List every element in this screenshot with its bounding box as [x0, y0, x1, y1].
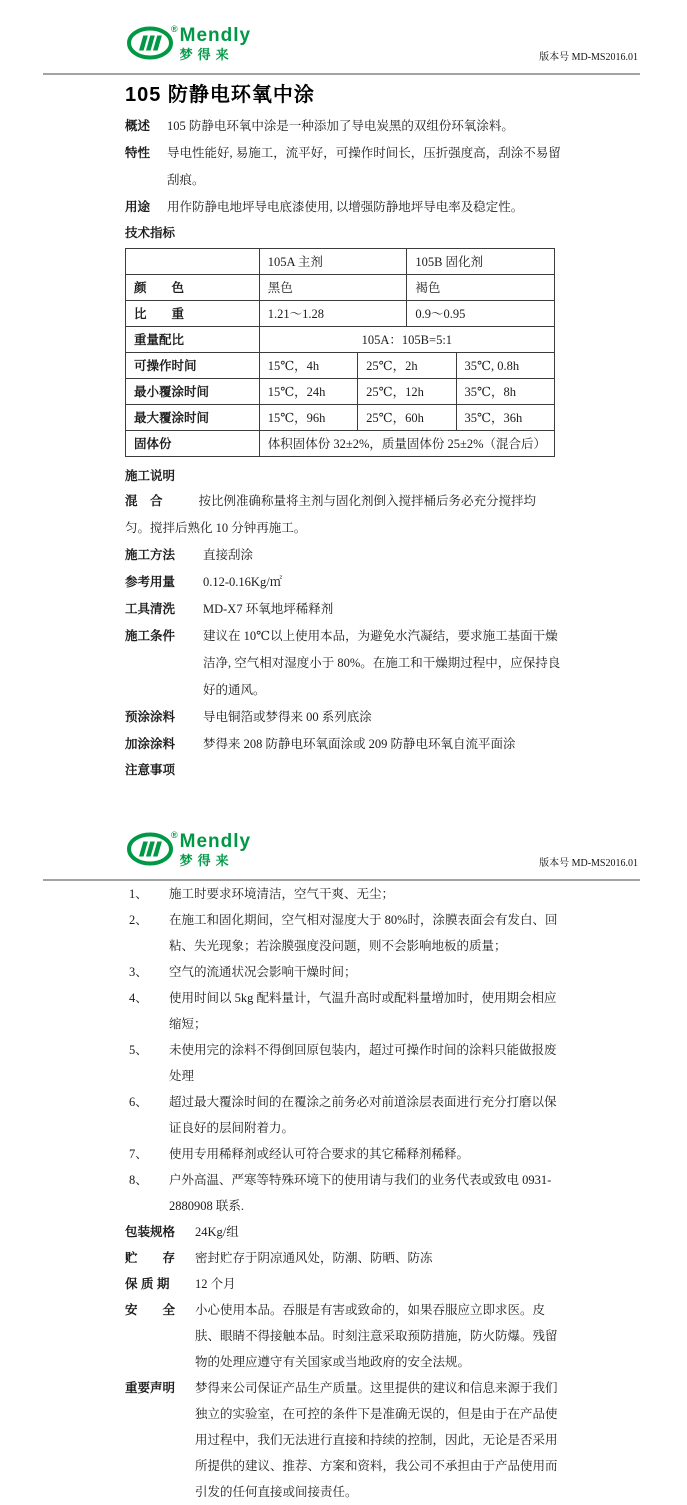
table-cell: 105A 主剂 [259, 249, 407, 275]
brand-name: Mendly [179, 831, 252, 852]
brand-text [180, 832, 251, 867]
note-item [125, 1167, 563, 1219]
table-cell: 105A：105B=5:1 [259, 327, 554, 353]
page1-content [125, 83, 561, 782]
table-cell: 比 重 [126, 301, 260, 327]
table-row [126, 249, 555, 275]
row-label: 概述 [125, 119, 151, 133]
table-cell: 1.21～1.28 [259, 301, 407, 327]
construction-heading: 施工说明 [125, 469, 176, 483]
precoat-row [125, 704, 561, 731]
brand-name-cn: 梦得来 [179, 47, 234, 62]
page-header [0, 806, 687, 879]
row-label: 特性 [125, 146, 151, 160]
table-cell: 重量配比 [126, 327, 260, 353]
spec-label: 安 全 [125, 1303, 176, 1317]
note-text: 在施工和固化期间，空气相对湿度大于 80%时，涂膜表面会有发白、回粘、失光现象；若涂膜强度没问题，则不会影响地板的质量； [169, 913, 558, 953]
note-item [125, 1037, 563, 1089]
notes-heading: 注意事项 [125, 763, 176, 777]
table-row [126, 353, 555, 379]
spec-label: 保 质 期 [125, 1277, 170, 1291]
table-cell: 35℃，8h [456, 379, 554, 405]
registered-mark: ® [171, 24, 178, 34]
note-text: 施工时要求环境清洁，空气干爽、无尘； [169, 887, 395, 901]
brand-logo [127, 832, 251, 867]
note-number: 5、 [129, 1043, 148, 1057]
note-number: 1、 [129, 887, 148, 901]
table-cell: 25℃，60h [358, 405, 456, 431]
table-row [126, 379, 555, 405]
row-label: 加涂涂料 [125, 737, 176, 751]
method-row [125, 542, 561, 569]
table-cell: 35℃, 0.8h [456, 353, 554, 379]
brand-logo [127, 26, 251, 61]
table-cell: 最小覆涂时间 [126, 379, 260, 405]
version-label: 版本号 MD-MS2016.01 [539, 52, 638, 63]
row-text: 导电性能好, 易施工，流平好，可操作时间长，压折强度高，刮涂不易留刮痕。 [167, 146, 561, 187]
row-text: 按比例准确称量将主剂与固化剂倒入搅拌桶后务必充分搅拌均匀。搅拌后熟化 10 分钟再施工。 [125, 494, 537, 535]
spec-text: 梦得来公司保证产品生产质量。这里提供的建议和信息来源于我们独立的实验室，在可控的条件下是准确无误的，但是由于在产品使用过程中，我们无法进行直接和持续的控制，因此，无论是否采用所提供的建议、推荐、方案和资料，我公司不承担由于产品使用而引发的任何直接或间接责任。 [195, 1381, 558, 1499]
table-cell: 体积固体份 32±2%，质量固体份 25±2%（混合后） [259, 431, 554, 457]
note-number: 8、 [129, 1173, 148, 1187]
topcoat-row [125, 731, 561, 758]
conditions-row [125, 623, 561, 704]
note-item [125, 959, 563, 985]
spec-text: 密封贮存于阴凉通风处，防潮、防晒、防冻 [195, 1251, 433, 1265]
tech-table [125, 248, 555, 457]
note-text: 户外高温、严寒等特殊环境下的使用请与我们的业务代表或致电 0931-2880908 联系. [169, 1173, 552, 1213]
table-cell [126, 249, 260, 275]
table-cell: 105B 固化剂 [407, 249, 555, 275]
usage-row [125, 194, 561, 221]
table-row [126, 405, 555, 431]
table-cell: 颜 色 [126, 275, 260, 301]
table-cell: 15℃，4h [259, 353, 357, 379]
safety-row [125, 1297, 563, 1375]
note-number: 7、 [129, 1147, 148, 1161]
storage-row [125, 1245, 563, 1271]
overview-row [125, 113, 561, 140]
brand-text [180, 26, 251, 61]
table-row [126, 327, 555, 353]
page-2 [0, 806, 687, 1505]
table-row [126, 275, 555, 301]
note-item [125, 1141, 563, 1167]
row-text: 直接刮涂 [203, 548, 254, 562]
tech-heading: 技术指标 [125, 226, 176, 240]
row-label: 工具清洗 [125, 602, 176, 616]
spec-text: 12 个月 [195, 1277, 236, 1291]
row-text: 梦得来 208 防静电环氧面涂或 209 防静电环氧自流平面涂 [203, 737, 516, 751]
spec-label: 包装规格 [125, 1225, 176, 1239]
table-cell: 0.9～0.95 [407, 301, 555, 327]
spec-text: 小心使用本品。吞服是有害或致命的，如果吞服应立即求医。皮肤、眼睛不得接触本品。时刻注意采取预防措施，防火防爆。残留物的处理应遵守有关国家或当地政府的安全法规。 [195, 1303, 558, 1369]
mendly-logo-icon [127, 832, 175, 866]
table-cell: 25℃，2h [358, 353, 456, 379]
note-number: 2、 [129, 913, 148, 927]
row-label: 预涂涂料 [125, 710, 176, 724]
shelf-life-row [125, 1271, 563, 1297]
note-number: 4、 [129, 991, 148, 1005]
table-cell: 褐色 [407, 275, 555, 301]
table-cell: 25℃，12h [358, 379, 456, 405]
row-text: 建议在 10℃以上使用本品，为避免水汽凝结，要求施工基面干燥洁净, 空气相对湿度小于 80%。在施工和干燥期过程中，应保持良好的通风。 [203, 629, 561, 697]
row-label: 参考用量 [125, 575, 176, 589]
table-row [126, 431, 555, 457]
note-item [125, 1089, 563, 1141]
registered-mark: ® [171, 830, 178, 840]
note-item [125, 881, 563, 907]
row-label: 用途 [125, 200, 151, 214]
note-text: 未使用完的涂料不得倒回原包装内，超过可操作时间的涂料只能做报废处理 [169, 1043, 557, 1083]
note-text: 使用时间以 5kg 配料量计，气温升高时或配料量增加时，使用期会相应缩短； [169, 991, 557, 1031]
row-text: 0.12-0.16Kg/㎡ [203, 575, 283, 589]
table-cell: 固体份 [126, 431, 260, 457]
header-divider [43, 73, 640, 75]
table-cell: 35℃，36h [456, 405, 554, 431]
spec-text: 24Kg/组 [195, 1225, 239, 1239]
cleaning-row [125, 596, 561, 623]
row-label: 施工方法 [125, 548, 176, 562]
note-text: 空气的流通状况会影响干燥时间； [169, 965, 357, 979]
table-row [126, 301, 555, 327]
table-cell: 15℃，96h [259, 405, 357, 431]
spec-label: 贮 存 [125, 1251, 176, 1265]
brand-name: Mendly [179, 25, 252, 46]
note-text: 超过最大覆涂时间的在覆涂之前务必对前道涂层表面进行充分打磨以保证良好的层间附着力。 [169, 1095, 557, 1135]
mendly-logo-icon [127, 26, 175, 60]
table-cell: 15℃，24h [259, 379, 357, 405]
row-text: 导电铜箔或梦得来 00 系列底涂 [203, 710, 372, 724]
disclaimer-row [125, 1375, 563, 1505]
row-text: MD-X7 环氧地坪稀释剂 [203, 602, 334, 616]
version-label: 版本号 MD-MS2016.01 [539, 858, 638, 869]
table-cell: 可操作时间 [126, 353, 260, 379]
note-item [125, 907, 563, 959]
table-cell: 最大覆涂时间 [126, 405, 260, 431]
spec-label: 重要声明 [125, 1381, 176, 1395]
note-item [125, 985, 563, 1037]
note-text: 使用专用稀释剂或经认可符合要求的其它稀释剂稀释。 [169, 1147, 470, 1161]
dosage-row [125, 569, 561, 596]
row-text: 用作防静电地坪导电底漆使用, 以增强防静地坪导电率及稳定性。 [167, 200, 524, 214]
page-title: 105 防静电环氧中涂 [125, 84, 315, 106]
table-cell: 黑色 [259, 275, 407, 301]
mixing-paragraph [125, 488, 561, 542]
row-text: 105 防静电环氧中涂是一种添加了导电炭黑的双组份环氧涂料。 [167, 119, 514, 133]
note-number: 3、 [129, 965, 148, 979]
page-header [0, 0, 687, 73]
note-number: 6、 [129, 1095, 148, 1109]
packing-row [125, 1219, 563, 1245]
page2-content [125, 881, 563, 1505]
row-label: 混 合 [125, 494, 163, 508]
row-label: 施工条件 [125, 629, 176, 643]
brand-name-cn: 梦得来 [179, 853, 234, 868]
features-row [125, 140, 561, 194]
